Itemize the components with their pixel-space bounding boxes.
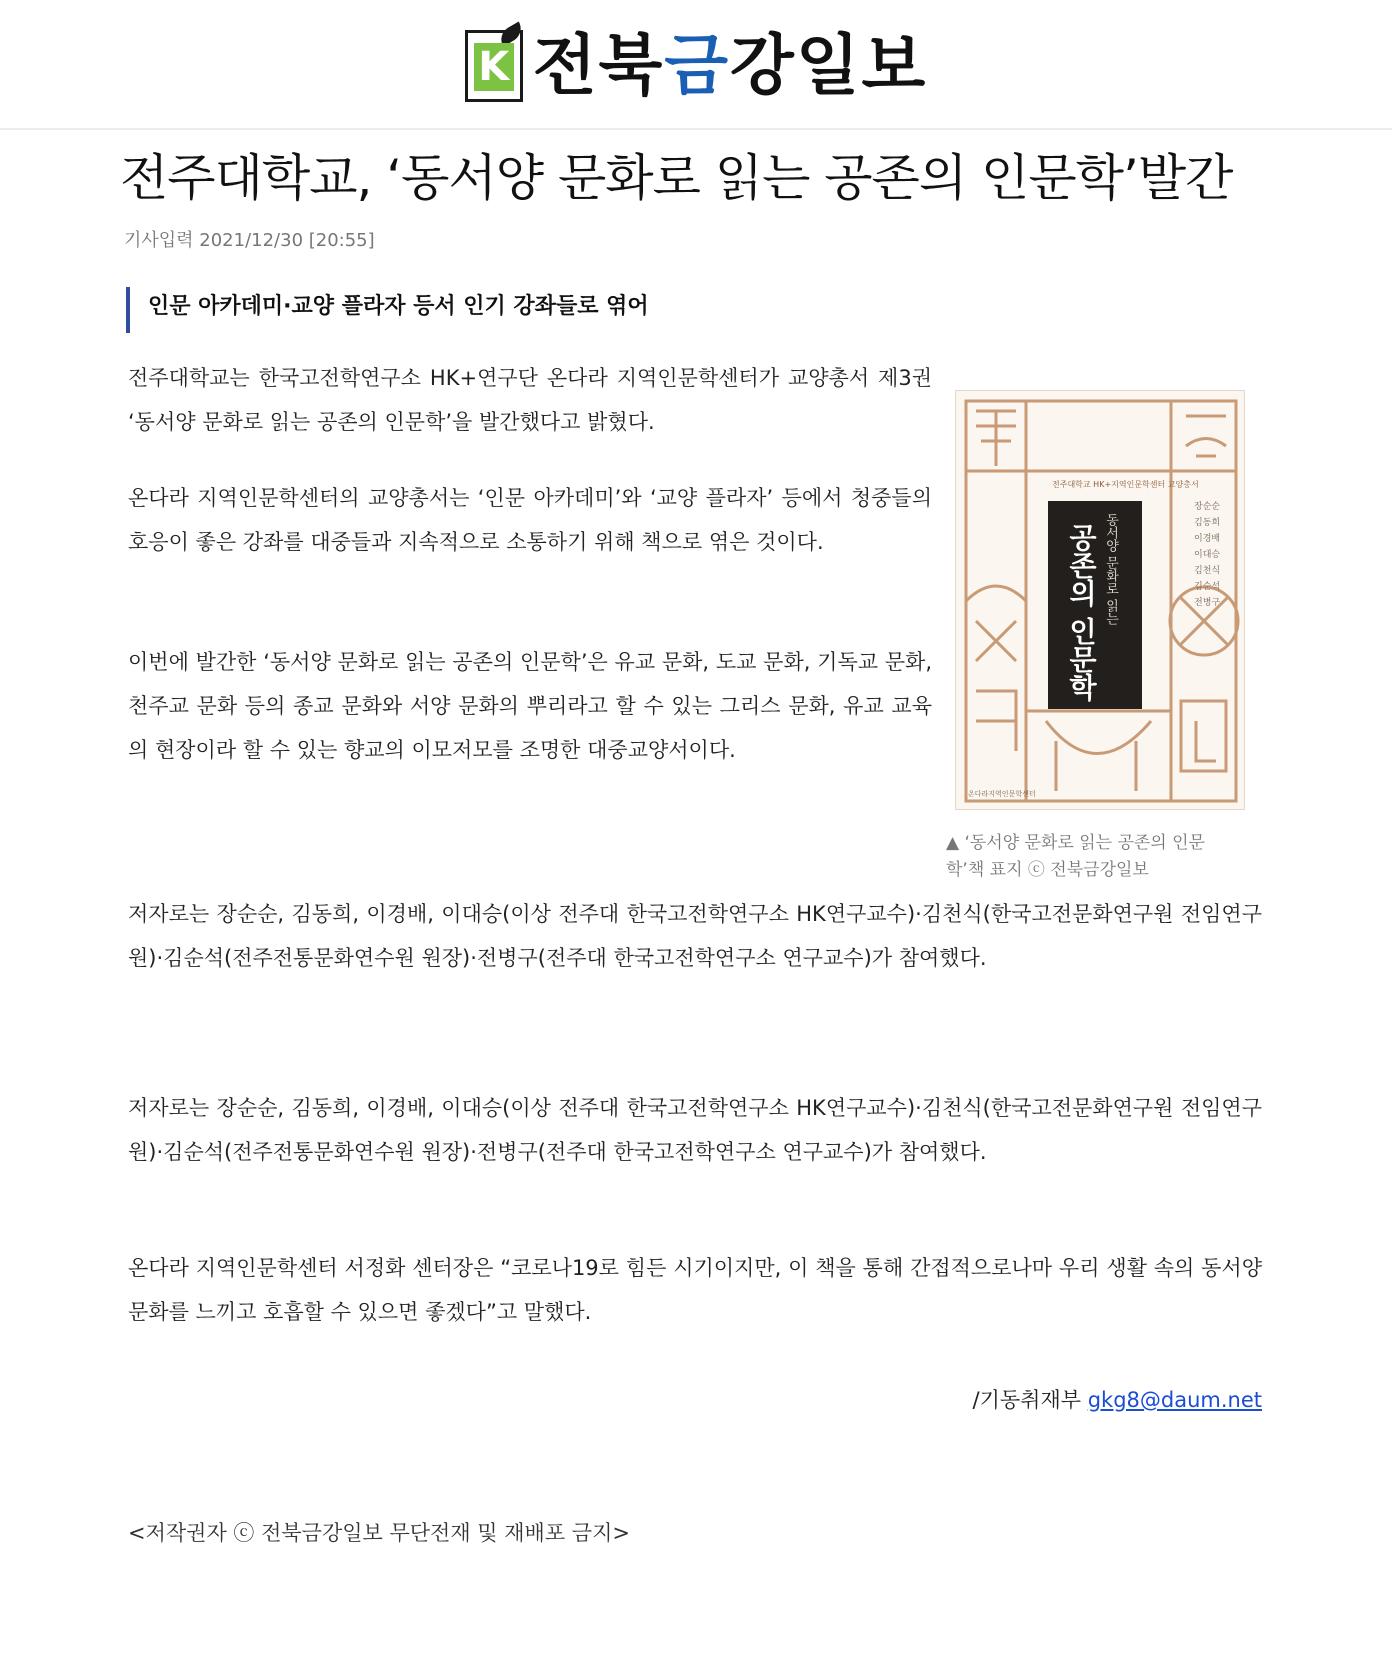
masthead-divider (0, 128, 1392, 130)
cover-publisher: 온다라지역인문학센터 (968, 790, 1036, 798)
copyright-notice: <저작권자 ⓒ 전북금강일보 무단전재 및 재배포 금지> (128, 1521, 630, 1545)
article-paragraph: 온다라 지역인문학센터의 교양총서는 ‘인문 아카데미’와 ‘교양 플라자’ 등에서 청중들의 호응이 좋은 강좌를 대중들과 지속적으로 소통하기 위해 책으로 엮은 것이다. (128, 486, 932, 554)
logo-k-icon (465, 30, 523, 102)
logo-wordmark-a: 전북 (532, 27, 665, 104)
article-title: 전주대학교, ‘동서양 문화로 읽는 공존의 인문학’발간 (120, 149, 1233, 207)
logo-wordmark-c: 강일보 (730, 27, 928, 104)
article-paragraph: 이번에 발간한 ‘동서양 문화로 읽는 공존의 인문학’은 유교 문화, 도교 문화, 기독교 문화, 천주교 문화 등의 종교 문화와 서양 문화의 뿌리라고 할 수 있는 그리스 문화, 유교 교육의 현장이라 할 수 있는 향교의 이모저모를 조명한 대중교양서이다. (128, 650, 932, 762)
byline-email-link[interactable]: gkg8@daum.net (1087, 1388, 1262, 1412)
cover-author: 장순순 (1194, 502, 1221, 512)
cover-subtitle: 동서양 문화로 읽는 (1103, 513, 1118, 626)
article-paragraph: 전주대학교는 한국고전학연구소 HK+연구단 온다라 지역인문학센터가 교양총서 제3권 ‘동서양 문화로 읽는 공존의 인문학’을 발간했다고 밝혔다. (128, 366, 932, 434)
article-subtitle: 인문 아카데미·교양 플라자 등서 인기 강좌들로 엮어 (126, 287, 649, 333)
article-dateline: 기사입력 2021/12/30 [20:55] (124, 230, 375, 251)
masthead (0, 28, 1392, 106)
article-paragraph: 저자로는 장순순, 김동희, 이경배, 이대승(이상 전주대 한국고전학연구소 HK연구교수)·김천식(한국고전문화연구원 전임연구원)·김순석(전주전통문화연수원 원장)·전병구(전주대 한국고전학연구소 연구교수)가 참여했다. (128, 902, 1262, 970)
cover-author: 김천식 (1194, 566, 1221, 576)
logo-wordmark-b: 금 (664, 27, 730, 104)
photo-caption: ▲ ‘동서양 문화로 읽는 공존의 인문학’책 표지 ⓒ 전북금강일보 (946, 833, 1205, 880)
book-cover-image[interactable] (955, 390, 1253, 810)
article-byline (973, 1384, 1262, 1414)
site-logo[interactable] (465, 28, 928, 104)
cover-author: 김동희 (1194, 518, 1221, 528)
byline-desk: /기동취재부 (972, 1388, 1088, 1412)
logo-letter: K (474, 43, 514, 91)
cover-author: 이경배 (1194, 534, 1221, 544)
cover-authors (1194, 499, 1220, 611)
cover-author: 전병구 (1194, 598, 1221, 608)
cover-author: 이대승 (1194, 550, 1221, 560)
book-cover (955, 390, 1245, 810)
cover-series-label: 전주대학교 HK+지역인문학센터 교양총서 (1052, 480, 1199, 489)
cover-title: 공존의 인문학 (1065, 523, 1098, 701)
logo-wordmark (533, 28, 928, 104)
article-paragraph: 온다라 지역인문학센터 서정화 센터장은 “코로나19로 힘든 시기이지만, 이 책을 통해 간접적으로나마 우리 생활 속의 동서양 문화를 느끼고 호흡할 수 있으면 좋겠다”고 말했다. (128, 1256, 1262, 1324)
article-paragraph: 저자로는 장순순, 김동희, 이경배, 이대승(이상 전주대 한국고전학연구소 HK연구교수)·김천식(한국고전문화연구원 전임연구원)·김순석(전주전통문화연수원 원장)·전병구(전주대 한국고전학연구소 연구교수)가 참여했다. (128, 1096, 1262, 1164)
cover-author: 김순석 (1194, 582, 1221, 592)
